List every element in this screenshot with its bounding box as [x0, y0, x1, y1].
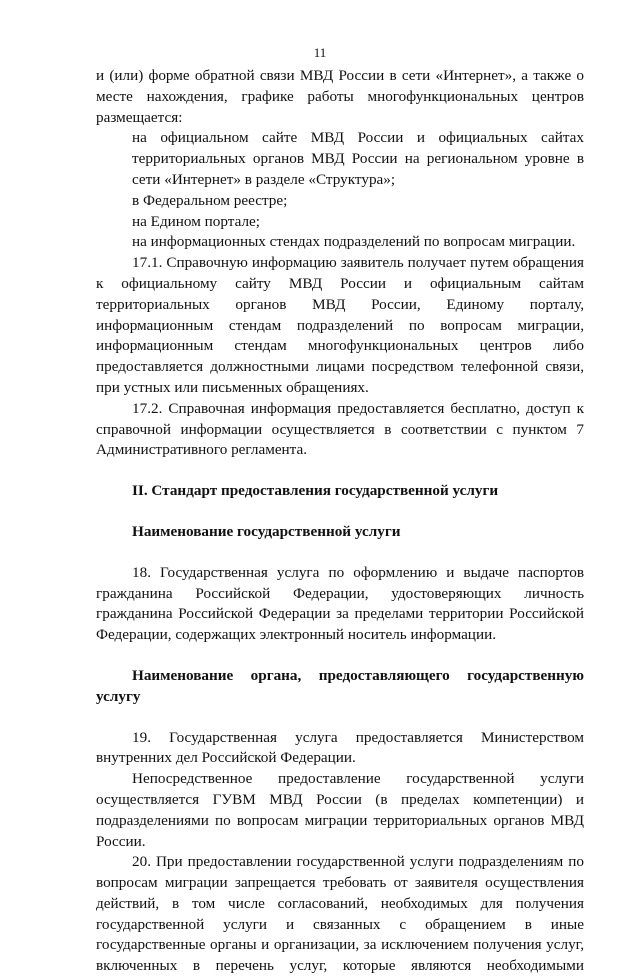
list-item-federal-registry: в Федеральном реестре;: [132, 191, 288, 209]
list-item-unified-portal: на Едином портале;: [132, 212, 260, 230]
paragraph-17-2: 17.2. Справочная информация предоставляется бесплатно, доступ к справочной информации осуществляется в соответствии с пунктом 7 Административного регламента.: [96, 399, 584, 459]
page-number: 11: [313, 45, 327, 60]
paragraph-19: 19. Государственная услуга предоставляется Министерством внутренних дел Российской Федерации.: [96, 728, 584, 767]
paragraph-contact-info: и (или) форме обратной связи МВД России в сети «Интернет», а также о месте нахождения, графике работы многофункциональных центров размещается:: [96, 67, 584, 126]
section-heading-standard: II. Стандарт предоставления государственной услуги: [132, 482, 499, 500]
list-item-official-site: на официальном сайте МВД России и официальных сайтах территориальных органов МВД России на региональном уровне в сети «Интернет» в разделе «Структура»;: [132, 129, 584, 188]
list-item-info-stands: на информационных стендах подразделений по вопросам миграции.: [132, 233, 576, 251]
document-body: [96, 66, 584, 977]
paragraph-18: 18. Государственная услуга по оформлению и выдаче паспортов гражданина Российской Федерации, удостоверяющих личность гражданина Российской Федерации за пределами территории Российской Федерации, содержащих электронный носитель информации.: [96, 563, 584, 644]
paragraph-20: 20. При предоставлении государственной услуги подразделениям по вопросам миграции запрещается требовать от заявителя осуществления действий, в том числе согласований, необходимых для получения государственной услуги и связанных с обращением в иные государственные органы и организации, за исключением получения услуг, включенных в перечень услуг, которые являются необходимыми: [96, 853, 584, 975]
paragraph-19-direct-provision: Непосредственное предоставление государственной услуги осуществляется ГУВМ МВД России (в пределах компетенции) и подразделениями по вопросам миграции территориальных органов МВД России.: [96, 770, 584, 850]
subheading-service-name: Наименование государственной услуги: [132, 522, 401, 540]
subheading-providing-organ: Наименование органа, предоставляющего государственную услугу: [96, 666, 584, 705]
paragraph-17-1: 17.1. Справочную информацию заявитель получает путем обращения к официальному сайту МВД России и официальным сайтам территориальных органов МВД России, Единому порталу, информационным стендам подразделений по вопросам миграции, информационным стендам многофункциональных центров либо предоставляется должностными лицами посредством телефонной связи, при устных или письменных обращениях.: [96, 254, 584, 396]
